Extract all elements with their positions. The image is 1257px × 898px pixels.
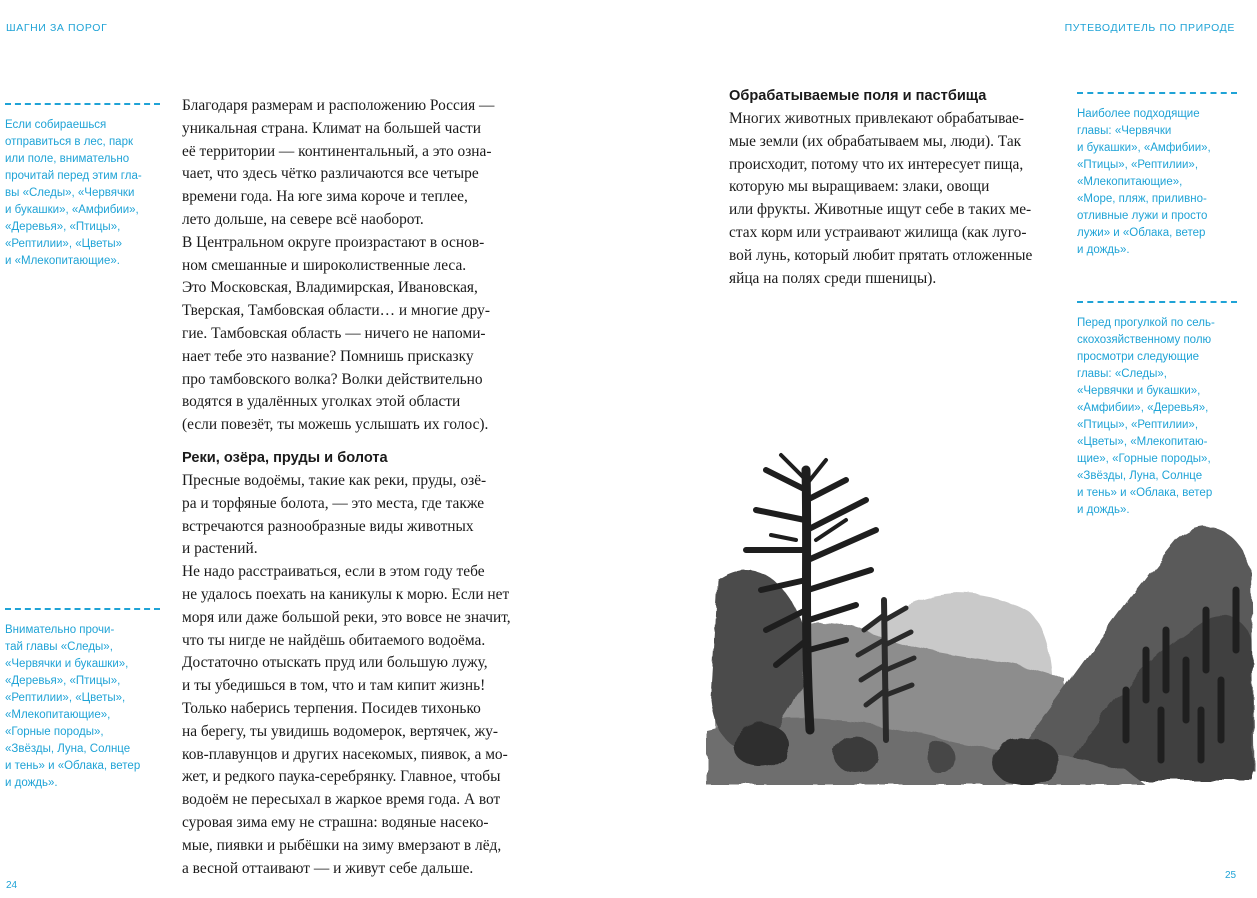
running-head-right: ПУТЕВОДИТЕЛЬ ПО ПРИРОДЕ [1064, 22, 1235, 34]
sidebar-note-text: Внимательно прочи- тай главы «Следы», «Червячки и букашки», «Деревья», «Птицы», «Рептилии», «Цветы», «Млекопитающие», «Горные породы», «Звёзды, Луна, Солнце и тень» и «Облака, ветер и дождь». [5, 624, 141, 789]
intro-paragraph: Благодаря размерам и расположению Россия — уникальная страна. Климат на большей части её территории — континентальный, а это озна- чает, что здесь чётко различаются все четыре времени года. На юге зима короче и теплее, лето дольше, на севере всё наоборот. В Центральном округе произрастают в основ- ном смешанные и широколиственные леса. Это Московская, Владимирская, Ивановская, Тверская, Тамбовская области… и многие дру- гие. Тамбовская область — ничего не напоми- нает тебе это название? Помнишь присказку про тамбовского волка? Волки действительно водятся в удалённых уголках этой области (если повезёт, ты можешь услышать их голос). [182, 97, 495, 434]
section-heading-rivers: Реки, озёра, пруды и болота [182, 449, 388, 466]
landscape-illustration [706, 440, 1256, 785]
right-page-body [729, 86, 1061, 290]
bush [834, 737, 878, 773]
sidebar-note-water [5, 608, 160, 792]
sidebar-note-chapters [1077, 92, 1237, 259]
section-heading-fields: Обрабатываемые поля и пастбища [729, 88, 987, 104]
left-page-body [182, 95, 514, 880]
bush [992, 738, 1060, 785]
bush [927, 742, 955, 774]
sidebar-note-forest [5, 103, 160, 270]
bush [733, 723, 789, 767]
dashed-divider [5, 608, 160, 610]
page-number-left: 24 [6, 880, 18, 891]
rivers-paragraph: Пресные водоёмы, такие как реки, пруды, озё- ра и торфяные болота, — это места, где также встречаются разнообразные виды животных и растений. Не надо расстраиваться, если в этом году тебе не удалось поехать на каникулы к морю. Если нет моря или даже большой реки, это вовсе не значит, что ты нигде не найдёшь обитаемого водоёма. Достаточно отыскать пруд или большую лужу, и ты убедишься в том, что и там кипит жизнь! Только наберись терпения. Посидев тихонько на берегу, ты увидишь водомерок, вертячек, жу- ков-плавунцов и других насекомых, пиявок, а мо- жет, и редкого паука-серебрянку. Главное, чтобы водоём не пересыхал в жаркое время года. А вот суровая зима ему не страшна: водяные насеко- мые, пиявки и рыбёшки на зиму вмерзают в лёд, а весной оттаивают — и живут себе дальше. [182, 471, 511, 877]
page-number-right: 25 [1225, 870, 1237, 881]
running-head-left: ШАГНИ ЗА ПОРОГ [6, 22, 108, 34]
sidebar-note-text: Перед прогулкой по сель- скохозяйственному полю просмотри следующие главы: «Следы», «Червячки и букашки», «Амфибии», «Деревья», «Птицы», «Рептилии», «Цветы», «Млекопитаю- щие», «Горные породы», «Звёзды, Луна, Солнце и тень» и «Облака, ветер и дождь». [1077, 317, 1215, 516]
dashed-divider [1077, 301, 1237, 303]
fields-paragraph: Многих животных привлекают обрабатывае- мые земли (их обрабатываем мы, люди). Так происходит, потому что их интересует пища, которую мы выращиваем: злаки, овощи или фрукты. Животные ищут себе в таких ме- стах корм или устраивают жилища (как луго- вой лунь, который любит прятать отложенные яйца на полях среди пшеницы). [729, 110, 1033, 287]
sidebar-note-text: Наиболее подходящие главы: «Червячки и букашки», «Амфибии», «Птицы», «Рептилии», «Млекопитающие», «Море, пляж, приливно- отливные лужи и просто лужи» и «Облака, ветер и дождь». [1077, 108, 1211, 256]
dashed-divider [1077, 92, 1237, 94]
sidebar-note-text: Если собираешься отправиться в лес, парк или поле, внимательно прочитай перед этим гла- вы «Следы», «Червячки и букашки», «Амфибии», «Деревья», «Птицы», «Рептилии», «Цветы» и «Млекопитающие». [5, 119, 142, 267]
dashed-divider [5, 103, 160, 105]
